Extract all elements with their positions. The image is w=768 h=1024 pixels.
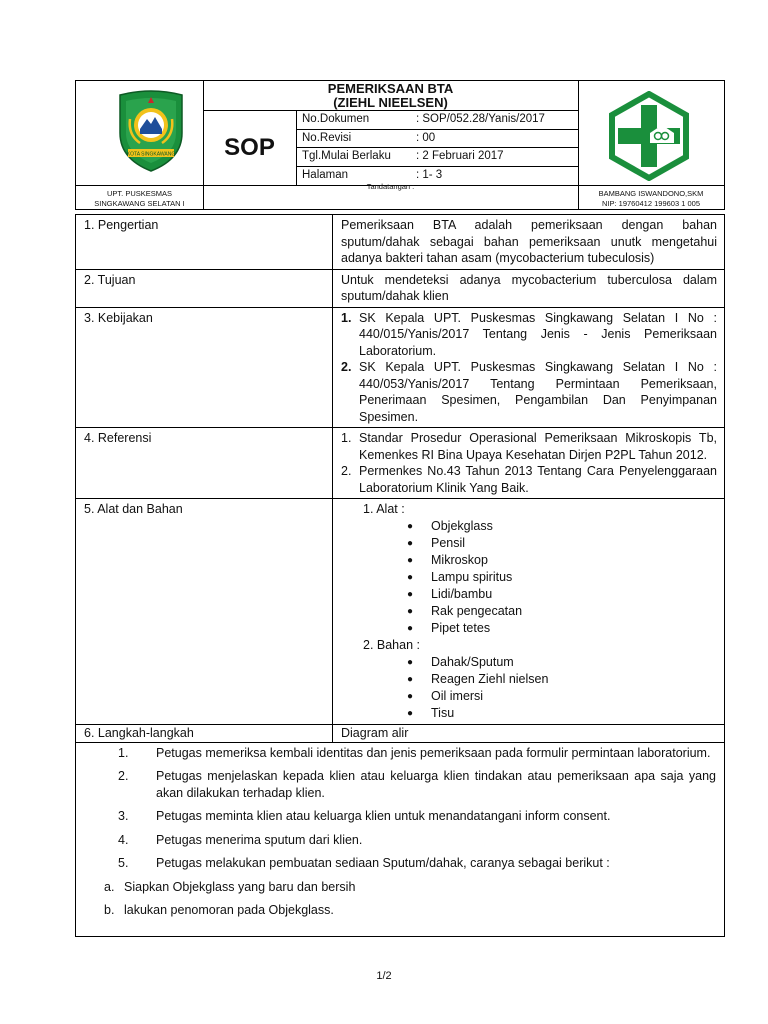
signer-name: BAMBANG ISWANDONO,SKM <box>598 189 704 198</box>
label-langkah: 6. Langkah-langkah <box>76 725 333 742</box>
bahan-heading: 2. Bahan : <box>363 638 420 652</box>
list-item <box>341 535 717 552</box>
label-alat-bahan: 5. Alat dan Bahan <box>76 499 333 724</box>
list-item: 1. Standar Prosedur Operasional Pemeriksaan Mikroskopis Tb, Kemenkes RI Bina Upaya Kesehatan Dirjen P2PL Tahun 2012. <box>341 431 717 462</box>
list-item <box>341 671 717 688</box>
row-pengertian <box>76 215 724 270</box>
list-item-text: Petugas menerima sputum dari klien. <box>156 832 363 847</box>
list-item-text: Pensil <box>431 536 466 550</box>
list-referensi <box>333 428 724 498</box>
organization-name: UPT. PUSKESMAS SINGKAWANG SELATAN I <box>94 189 185 208</box>
label-diagram-alir: Diagram alir <box>341 726 409 740</box>
title-line-1: PEMERIKSAAN BTA <box>327 81 454 96</box>
list-item-text: Oil imersi <box>431 689 484 703</box>
list-item-number: 2. <box>118 769 129 783</box>
bullet-icon: ● <box>407 623 414 634</box>
title-line-2: (ZIEHL NIEELSEN) <box>333 95 448 110</box>
list-item <box>341 552 717 569</box>
row-langkah-header <box>76 725 724 743</box>
list-item-text: Tisu <box>431 706 455 720</box>
row-kebijakan <box>76 308 724 429</box>
list-item <box>341 569 717 586</box>
text-pengertian: Pemeriksaan BTA adalah pemeriksaan dengan bahan sputum/dahak sebagai bahan pemeriksaan unutk mengetahui adanya bakteri tahan asam (mycobacterium tubeculosis) <box>341 218 717 265</box>
list-item-text: Dahak/Sputum <box>431 655 514 669</box>
field-value-dokumen: : SOP/052.28/Yanis/2017 <box>416 113 545 125</box>
bullet-icon: ● <box>407 521 414 532</box>
header-box <box>75 80 725 210</box>
bullet-icon: ● <box>407 691 414 702</box>
alat-heading: 1. Alat : <box>363 502 405 516</box>
label-tujuan: 2. Tujuan <box>76 270 333 307</box>
list-alat-bahan <box>333 499 724 724</box>
field-label-dokumen: No.Dokumen <box>302 113 370 125</box>
label-referensi: 4. Referensi <box>76 428 333 498</box>
bullet-icon: ● <box>407 606 414 617</box>
list-item-text: Reagen Ziehl nielsen <box>431 672 549 686</box>
list-item <box>341 603 717 620</box>
bullet-icon: ● <box>407 708 414 719</box>
list-item <box>341 518 717 535</box>
document-title <box>203 82 578 110</box>
bullet-icon: ● <box>407 572 414 583</box>
list-item <box>118 855 716 872</box>
list-item <box>341 620 717 637</box>
list-item-text: Mikroskop <box>431 553 488 567</box>
list-item <box>341 688 717 705</box>
field-value-tgl: : 2 Februari 2017 <box>416 150 504 162</box>
list-item-number: 4. <box>118 832 129 847</box>
list-item-number: 5. <box>118 856 129 870</box>
list-item-text: Lidi/bambu <box>431 587 493 601</box>
list-item-text: Objekglass <box>431 519 493 533</box>
signer-info <box>578 189 724 209</box>
list-item-text: lakukan penomoran pada Objekglass. <box>124 903 334 917</box>
list-kebijakan <box>333 308 724 428</box>
text-tujuan: Untuk mendeteksi adanya mycobacterium tuberculosa dalam sputum/dahak klien <box>341 272 717 303</box>
list-item-text: Petugas menjelaskan kepada klien atau keluarga klien tindakan atau pemeriksaan apa saja yang akan dilakukan terhadap klien. <box>156 769 716 800</box>
list-item <box>341 586 717 603</box>
list-item: 2. Permenkes No.43 Tahun 2013 Tentang Cara Penyelenggaraan Laboratorium Klinik Yang Baik. <box>341 464 717 495</box>
list-item-text: Lampu spiritus <box>431 570 513 584</box>
list-item-text: Rak pengecatan <box>431 604 523 618</box>
sop-content-table <box>75 214 725 937</box>
row-alat-bahan <box>76 499 724 725</box>
list-item-number: 3. <box>118 809 129 823</box>
list-item <box>118 832 716 849</box>
row-langkah-steps <box>76 743 724 936</box>
list-item-text: Petugas melakukan pembuatan sediaan Sputum/dahak, caranya sebagai berikut : <box>156 856 610 870</box>
label-kebijakan: 3. Kebijakan <box>76 308 333 428</box>
field-label-halaman: Halaman <box>302 169 349 181</box>
field-value-halaman: : 1- 3 <box>416 169 443 181</box>
list-item <box>118 768 716 801</box>
list-item <box>118 808 716 825</box>
list-item-text: Petugas meminta klien atau keluarga klien untuk menandatangani inform consent. <box>156 809 611 823</box>
list-item-text: Pipet tetes <box>431 621 491 635</box>
list-item-text: Petugas memeriksa kembali identitas dan jenis pemeriksaan pada formulir permintaan laboratorium. <box>156 745 711 760</box>
bullet-icon: ● <box>407 674 414 685</box>
list-item <box>104 879 716 896</box>
puskesmas-logo <box>604 91 694 181</box>
list-item <box>341 654 717 671</box>
bullet-icon: ● <box>407 555 414 566</box>
list-item-text: Siapkan Objekglass yang baru dan bersih <box>124 879 356 894</box>
row-tujuan <box>76 270 724 308</box>
field-label-tgl: Tgl.Mulai Berlaku <box>302 150 391 162</box>
signer-nip: NIP: 19760412 199603 1 005 <box>601 199 700 208</box>
field-value-revisi: : 00 <box>416 132 436 144</box>
list-item: 2. SK Kepala UPT. Puskesmas Singkawang Selatan I No : 440/053/Yanis/2017 Tentang Permintaan Pemeriksaan, Penerimaan Spesimen, Pengambilan Dan Penyimpanan Spesimen. <box>341 360 717 424</box>
field-label-revisi: No.Revisi <box>302 132 352 144</box>
list-item-number: 1. <box>118 745 129 760</box>
signature-label: Tandatangan : <box>366 182 415 191</box>
svg-text:KOTA SINGKAWANG: KOTA SINGKAWANG <box>126 151 176 158</box>
sop-label: SOP <box>224 133 275 161</box>
list-item <box>341 705 717 722</box>
list-item-number: a. <box>104 879 115 894</box>
label-pengertian: 1. Pengertian <box>76 215 333 269</box>
page-number: 1/2 <box>376 970 392 982</box>
alat-list <box>341 518 717 637</box>
steps-list <box>76 743 724 936</box>
list-item-number: b. <box>104 903 115 917</box>
row-referensi <box>76 428 724 499</box>
list-item <box>118 745 716 762</box>
bahan-list <box>341 654 717 722</box>
bullet-icon: ● <box>407 538 414 549</box>
list-item: 1. SK Kepala UPT. Puskesmas Singkawang Selatan I No : 440/015/Yanis/2017 Tentang Jenis - Jenis Pemeriksaan Laboratorium. <box>341 310 717 358</box>
bullet-icon: ● <box>407 589 414 600</box>
city-emblem-logo <box>114 89 188 173</box>
bullet-icon: ● <box>407 657 414 668</box>
list-item <box>104 902 716 919</box>
